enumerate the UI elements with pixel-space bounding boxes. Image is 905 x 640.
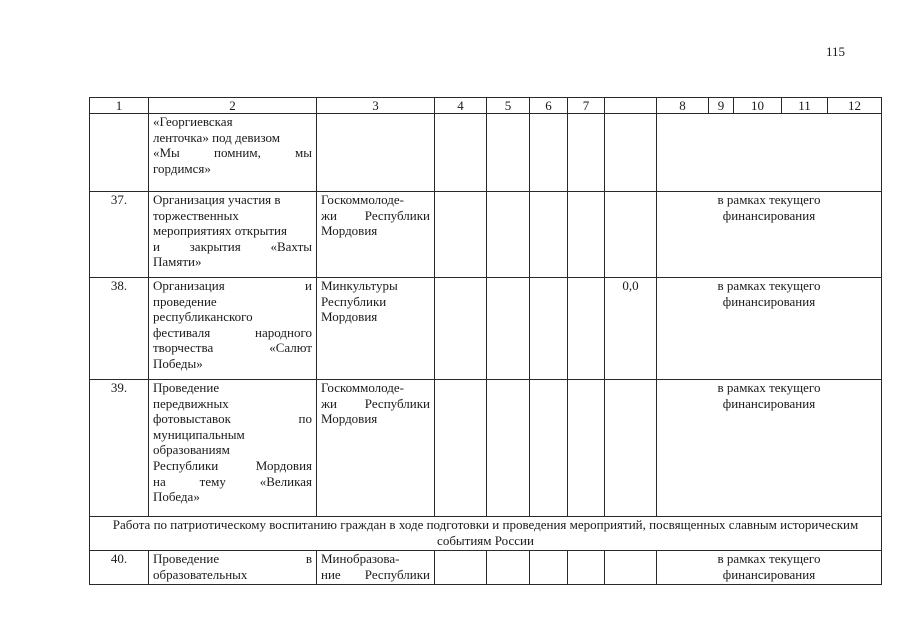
financing-line: финансирования bbox=[722, 207, 816, 223]
financing-line: в рамках текущего bbox=[717, 551, 821, 566]
title-line: торжественных bbox=[153, 207, 239, 223]
row-number bbox=[90, 114, 149, 192]
title-line: фотовыставок по bbox=[153, 411, 312, 427]
column-header bbox=[605, 98, 657, 114]
measure-title bbox=[149, 278, 317, 380]
row-number: 38. bbox=[90, 278, 149, 380]
org-line: жи Республики bbox=[321, 207, 430, 223]
measures-table bbox=[89, 97, 882, 585]
org-line: ние Республики bbox=[321, 566, 430, 582]
org-line: Мордовия bbox=[321, 309, 378, 325]
title-line: Организация и bbox=[153, 278, 312, 293]
financing-line: в рамках текущего bbox=[717, 278, 821, 293]
title-line: Победа» bbox=[153, 489, 200, 505]
financing-cell bbox=[657, 114, 882, 192]
value-cell: 0,0 bbox=[605, 278, 657, 380]
financing-line: финансирования bbox=[722, 293, 816, 309]
table-row bbox=[90, 114, 882, 192]
column-header: 3 bbox=[317, 98, 435, 114]
table-row bbox=[90, 551, 882, 585]
column-header: 7 bbox=[568, 98, 605, 114]
organization bbox=[317, 380, 435, 517]
table-row bbox=[90, 278, 882, 380]
organization bbox=[317, 192, 435, 278]
title-line: фестиваля народного bbox=[153, 324, 312, 340]
column-header: 1 bbox=[90, 98, 149, 114]
page-number: 115 bbox=[826, 44, 846, 59]
title-line: гордимся» bbox=[153, 160, 211, 176]
org-line: жи Республики bbox=[321, 395, 430, 411]
measure-title bbox=[149, 551, 317, 585]
title-line: Проведение bbox=[153, 380, 220, 395]
organization bbox=[317, 114, 435, 192]
column-header-row bbox=[90, 98, 882, 114]
title-line: Республики Мордовия bbox=[153, 457, 312, 473]
financing-cell bbox=[657, 551, 882, 585]
column-header: 6 bbox=[530, 98, 568, 114]
title-line: ленточка» под девизом bbox=[153, 129, 281, 145]
title-line: Победы» bbox=[153, 355, 203, 371]
title-line: Организация участия в bbox=[153, 192, 281, 207]
financing-line: в рамках текущего bbox=[717, 192, 821, 207]
column-header: 11 bbox=[782, 98, 828, 114]
column-header: 2 bbox=[149, 98, 317, 114]
row-number: 37. bbox=[90, 192, 149, 278]
title-line: и закрытия «Вахты bbox=[153, 238, 312, 254]
organization bbox=[317, 278, 435, 380]
org-line: Минобразова- bbox=[321, 551, 400, 566]
title-line: «Мы помним, мы bbox=[153, 145, 312, 161]
financing-cell bbox=[657, 380, 882, 517]
title-line: передвижных bbox=[153, 395, 229, 411]
financing-line: финансирования bbox=[722, 395, 816, 411]
title-line: на тему «Великая bbox=[153, 473, 312, 489]
org-line: Республики bbox=[321, 293, 387, 309]
column-header: 10 bbox=[734, 98, 782, 114]
measure-title bbox=[149, 380, 317, 517]
title-line: образованиям bbox=[153, 442, 230, 458]
title-line: мероприятиях открытия bbox=[153, 223, 287, 239]
section-heading: Работа по патриотическому воспитанию граждан в ходе подготовки и проведения мероприятий, посвященных славным историческим событиям России bbox=[90, 517, 882, 551]
financing-line: в рамках текущего bbox=[717, 380, 821, 395]
financing-line: финансирования bbox=[722, 566, 816, 582]
title-line: Проведение в bbox=[153, 551, 312, 566]
organization bbox=[317, 551, 435, 585]
title-line: Памяти» bbox=[153, 254, 202, 270]
table-row bbox=[90, 192, 882, 278]
row-number: 39. bbox=[90, 380, 149, 517]
org-line: Мордовия bbox=[321, 223, 378, 239]
org-line: Минкультуры bbox=[321, 278, 398, 293]
column-header: 8 bbox=[657, 98, 709, 114]
financing-cell bbox=[657, 278, 882, 380]
measure-title bbox=[149, 114, 317, 192]
table-row bbox=[90, 380, 882, 517]
column-header: 4 bbox=[435, 98, 487, 114]
measure-title bbox=[149, 192, 317, 278]
title-line: проведение bbox=[153, 293, 217, 309]
column-header: 12 bbox=[828, 98, 882, 114]
title-line: «Георгиевская bbox=[153, 114, 233, 129]
column-header: 5 bbox=[487, 98, 530, 114]
org-line: Госкоммолоде- bbox=[321, 380, 404, 395]
title-line: творчества «Салют bbox=[153, 340, 312, 356]
title-line: муниципальным bbox=[153, 426, 245, 442]
title-line: республиканского bbox=[153, 309, 253, 325]
org-line: Госкоммолоде- bbox=[321, 192, 404, 207]
org-line: Мордовия bbox=[321, 411, 378, 427]
section-heading-row bbox=[90, 517, 882, 551]
column-header: 9 bbox=[709, 98, 734, 114]
financing-cell bbox=[657, 192, 882, 278]
row-number: 40. bbox=[90, 551, 149, 585]
title-line: образовательных bbox=[153, 566, 248, 582]
